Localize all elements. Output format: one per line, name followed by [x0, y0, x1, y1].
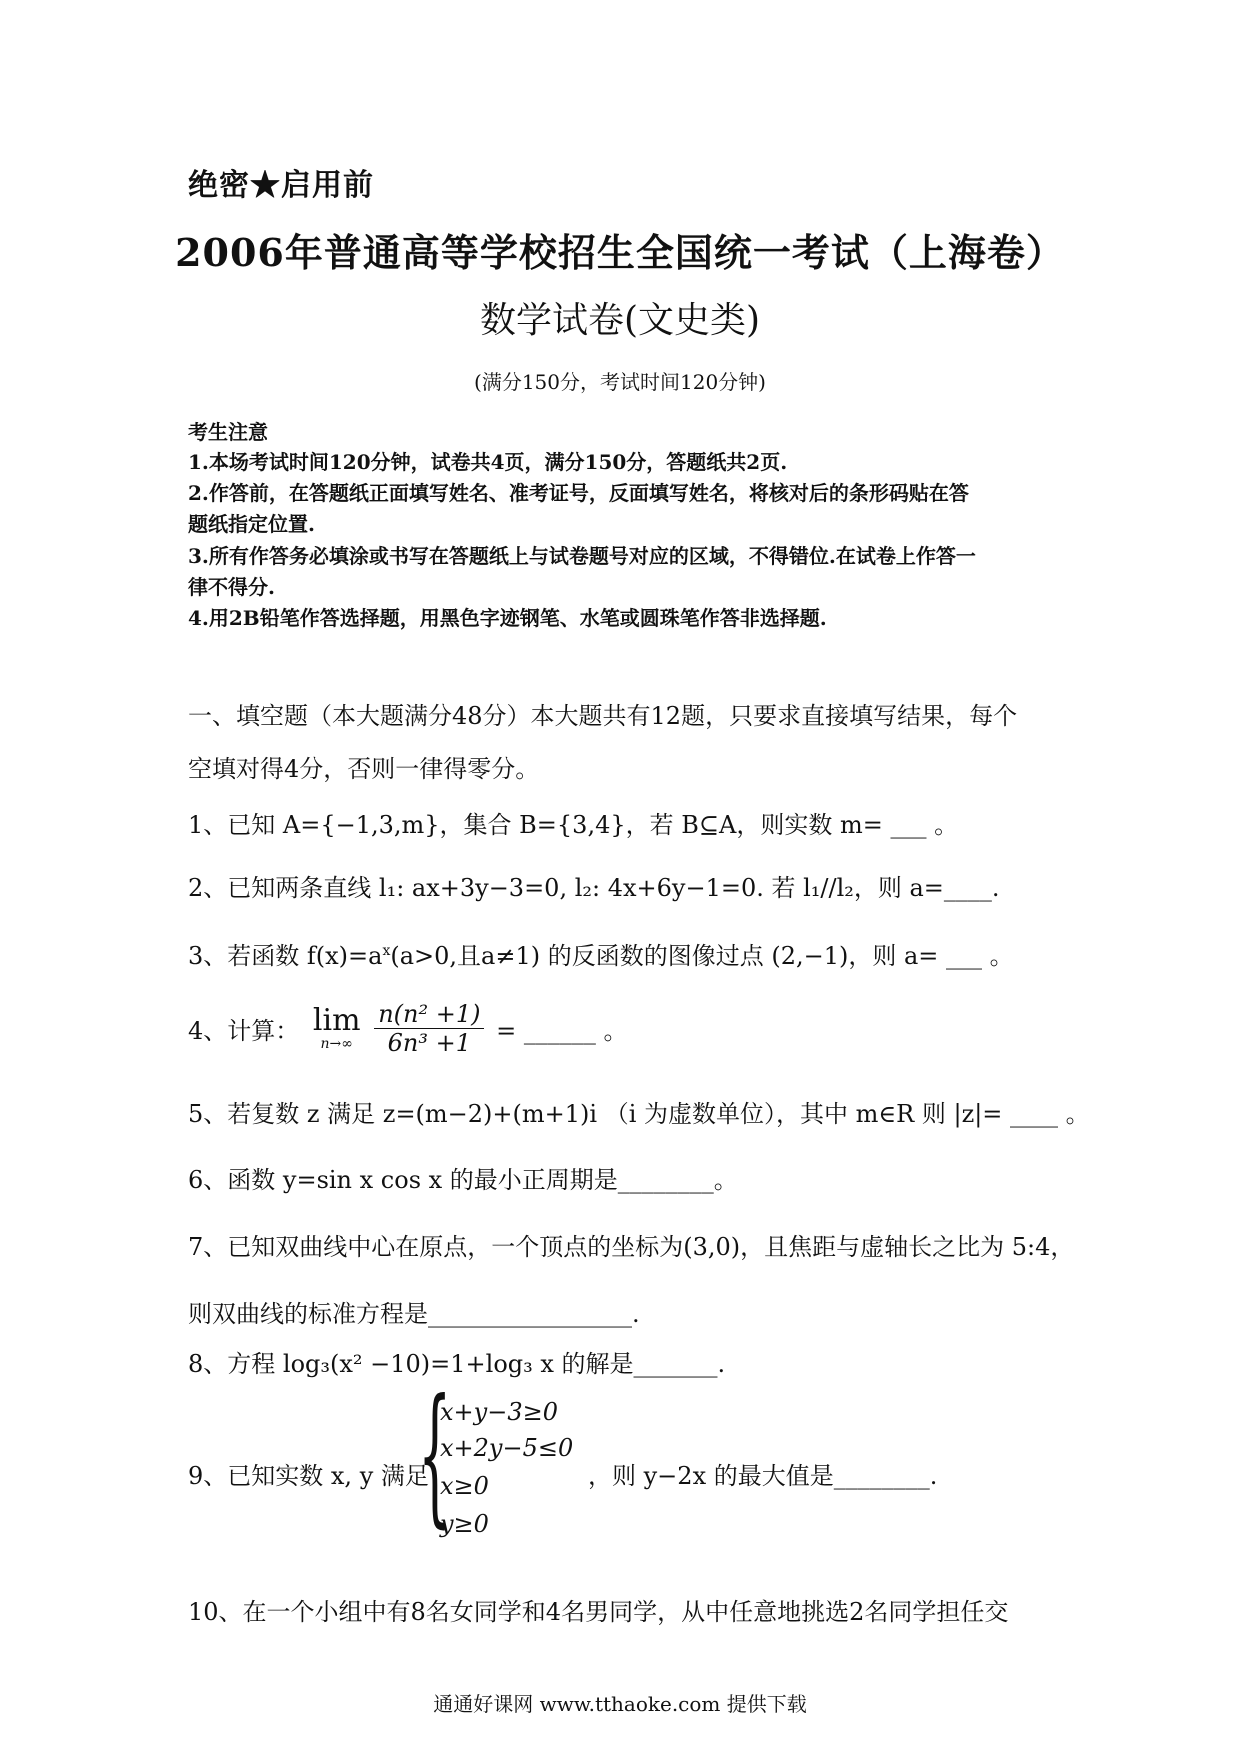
limit-subscript: n→∞: [320, 1035, 353, 1052]
question-8: 8、方程 log₃(x² −10)=1+log₃ x 的解是_______.: [188, 1350, 726, 1378]
score-info: (满分150分，考试时间120分钟): [474, 370, 766, 394]
question-5: 5、若复数 z 满足 z=(m−2)+(m+1)i （i 为虚数单位），其中 m∈R 则 |z|= ____ 。: [188, 1100, 1090, 1128]
notice-item: 题纸指定位置.: [188, 512, 315, 536]
system-inequality: y≥0: [440, 1510, 489, 1538]
exam-subtitle: 数学试卷(文史类): [479, 300, 761, 341]
section-instructions: 一、填空题（本大题满分48分）本大题共有12题，只要求直接填写结果，每个: [188, 702, 1018, 730]
question-6: 6、函数 y=sin x cos x 的最小正周期是________。: [188, 1166, 738, 1194]
fraction-denominator: 6n³ +1: [387, 1029, 472, 1057]
secret-mark: 绝密★启用前: [188, 168, 374, 203]
section-instructions-cont: 空填对得4分，否则一律得零分。: [188, 755, 540, 783]
question-9-pre: 9、已知实数 x, y 满足: [188, 1462, 429, 1490]
footer-source: 通通好课网 www.tthaoke.com 提供下载: [433, 1692, 807, 1716]
question-4: [188, 1000, 628, 1057]
notice-item: 2.作答前，在答题纸正面填写姓名、准考证号，反面填写姓名，将核对后的条形码贴在答: [188, 481, 969, 505]
system-inequality: x+y−3≥0: [440, 1398, 558, 1426]
question-3-exponent: x: [382, 943, 391, 959]
limit-label: lim: [312, 1002, 361, 1038]
question-7-cont: 则双曲线的标准方程是_________________.: [188, 1300, 640, 1328]
question-4-pre: 4、计算：: [188, 1017, 300, 1045]
question-7: 7、已知双曲线中心在原点，一个顶点的坐标为(3,0)，且焦距与虚轴长之比为 5:4，: [188, 1233, 1075, 1261]
system-inequality: x≥0: [440, 1472, 489, 1500]
system-brace: {: [418, 1368, 452, 1542]
notice-heading: 考生注意: [188, 420, 268, 444]
question-4-post: = ______ 。: [496, 1017, 628, 1045]
exam-title: 2006年普通高等学校招生全国统一考试（上海卷）: [175, 230, 1065, 275]
question-2: 2、已知两条直线 l₁: ax+3y−3=0, l₂: 4x+6y−1=0. 若 l₁//l₂，则 a=____.: [188, 874, 1000, 902]
fraction-numerator: n(n² +1): [374, 1000, 484, 1029]
question-3-post: (a>0,且a≠1) 的反函数的图像过点 (2,−1)，则 a= ___ 。: [390, 942, 1014, 970]
notice-item: 1.本场考试时间120分钟，试卷共4页，满分150分，答题纸共2页.: [188, 450, 788, 474]
system-inequality: x+2y−5≤0: [440, 1434, 574, 1462]
notice-item: 律不得分.: [188, 575, 275, 599]
notice-item: 3.所有作答务必填涂或书写在答题纸上与试卷题号对应的区域，不得错位.在试卷上作答一: [188, 544, 976, 568]
question-3-pre: 3、若函数 f(x)=a: [188, 942, 383, 970]
question-10: 10、在一个小组中有8名女同学和4名男同学，从中任意地挑选2名同学担任交: [188, 1598, 1009, 1626]
limit-operator: [312, 1002, 361, 1052]
fraction: [374, 1000, 484, 1057]
question-3: [188, 936, 1014, 971]
question-9-post: ，则 y−2x 的最大值是________.: [588, 1462, 938, 1490]
question-1: 1、已知 A={−1,3,m}，集合 B={3,4}，若 B⊆A，则实数 m= ___ 。: [188, 811, 959, 839]
notice-item: 4.用2B铅笔作答选择题，用黑色字迹钢笔、水笔或圆珠笔作答非选择题.: [188, 606, 827, 630]
